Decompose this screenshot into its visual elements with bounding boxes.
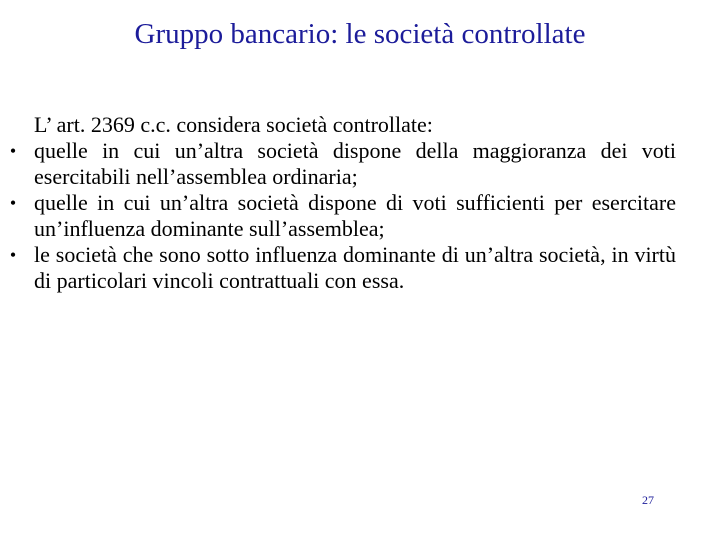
bullet-text: le società che sono sotto influenza dominante di un’altra società, in virtù di particolari vincoli contrattuali con essa. xyxy=(34,242,676,293)
slide-title: Gruppo bancario: le società controllate xyxy=(134,18,586,50)
bullet-item-sufficient-votes xyxy=(9,190,676,242)
bullet-icon: • xyxy=(9,245,17,265)
intro-text: L’ art. 2369 c.c. considera società controllate: xyxy=(34,112,433,137)
bullet-text: quelle in cui un’altra società dispone di voti sufficienti per esercitare un’influenza dominante sull’assemblea; xyxy=(34,190,676,241)
slide-content xyxy=(9,112,676,294)
bullet-item-contractual-influence xyxy=(9,242,676,294)
page-number: 27 xyxy=(642,493,654,507)
bullet-item-majority xyxy=(9,138,676,190)
bullet-text: quelle in cui un’altra società dispone della maggioranza dei voti esercitabili nell’assemblea ordinaria; xyxy=(34,138,676,189)
bullet-icon: • xyxy=(9,193,17,213)
bullet-list xyxy=(9,138,676,294)
bullet-icon: • xyxy=(9,141,17,161)
